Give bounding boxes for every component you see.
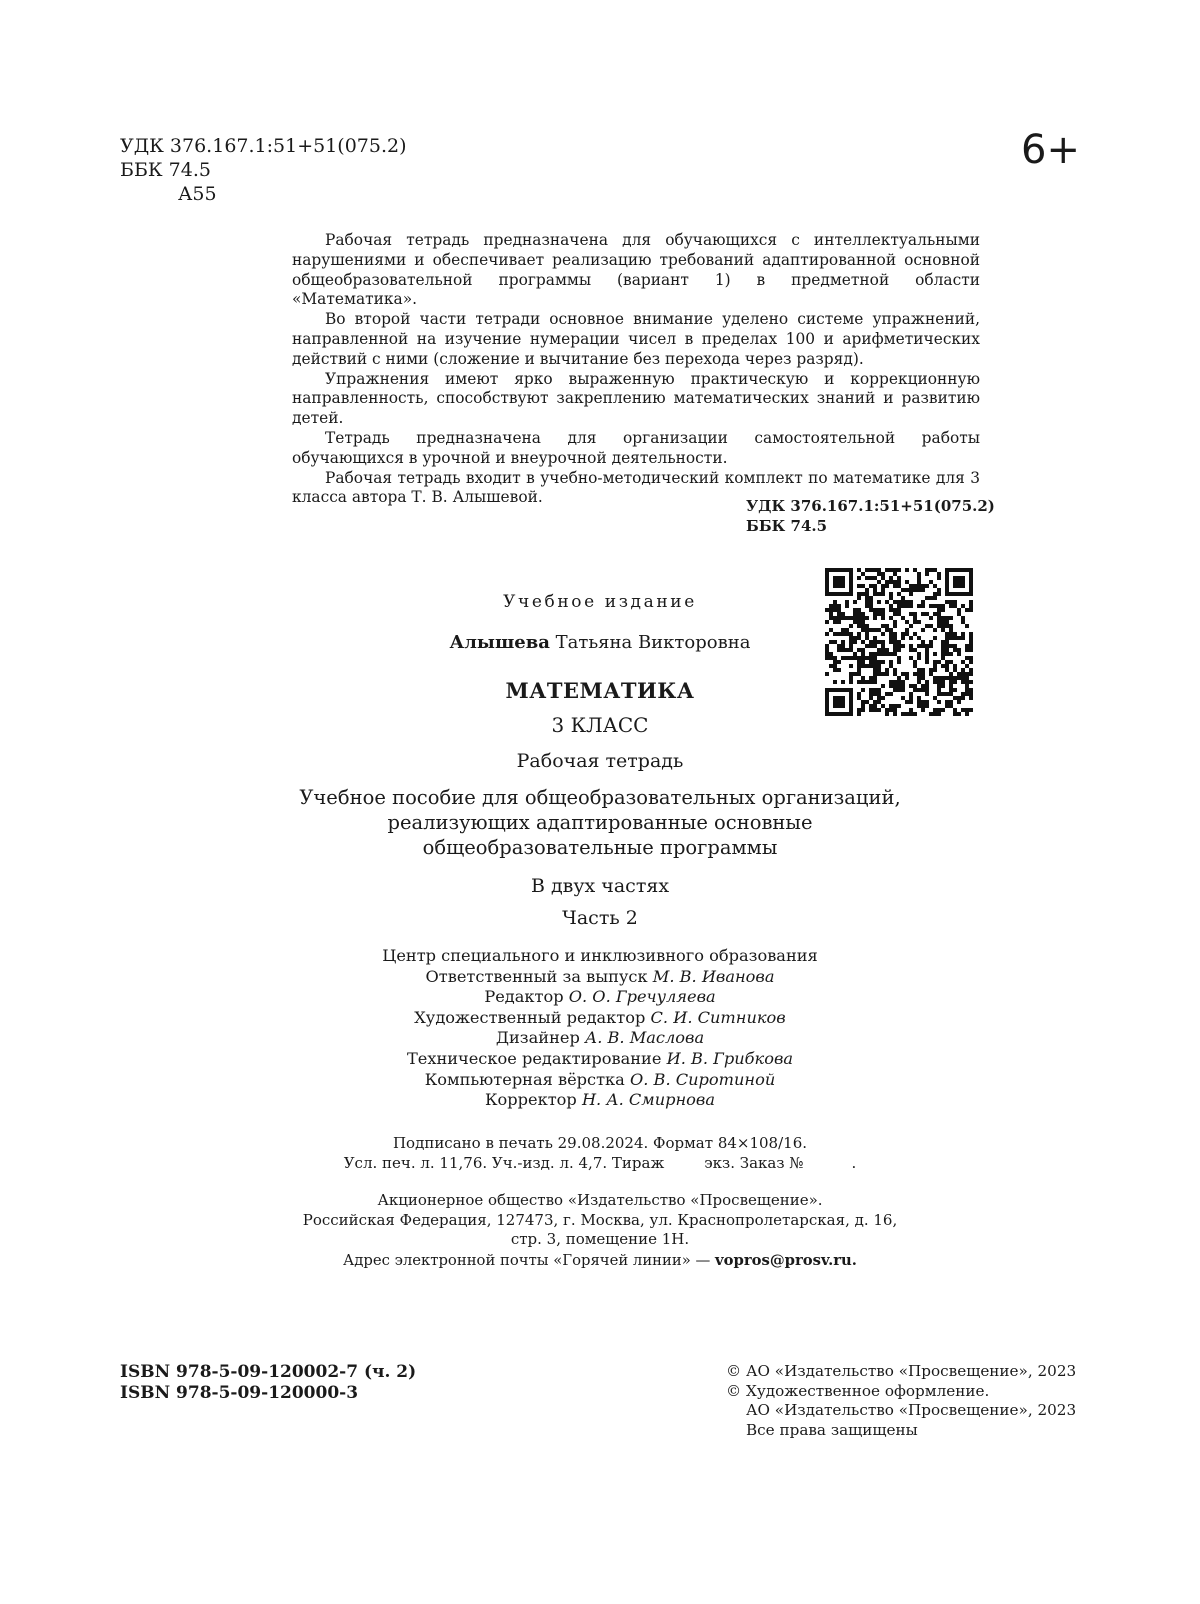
hotline-email — [280, 1252, 920, 1269]
isbn-block — [120, 1362, 416, 1404]
purpose-line: общеобразовательные программы — [422, 836, 778, 859]
email-label: Адрес электронной почты «Горячей линии» — — [343, 1252, 711, 1269]
annotation — [292, 231, 980, 508]
parts-total: В двух частях — [530, 875, 670, 897]
author-name: Татьяна Викторовна — [555, 632, 751, 653]
book-type: Рабочая тетрадь — [516, 750, 684, 772]
credit-role: Художественный редактор — [414, 1007, 646, 1027]
publisher-address — [260, 1191, 940, 1250]
qr-finder-pattern — [825, 568, 853, 596]
qr-finder-pattern — [945, 568, 973, 596]
credit-line — [300, 1028, 900, 1049]
copyright-line: Все права защищены — [746, 1420, 918, 1439]
book-purpose — [280, 785, 920, 860]
credit-line — [300, 1008, 900, 1029]
credit-line — [300, 1090, 900, 1111]
credit-role: Редактор — [484, 987, 564, 1007]
qr-finder-pattern — [825, 688, 853, 716]
isbn-part: ISBN 978-5-09-120002-7 (ч. 2) — [120, 1362, 417, 1382]
credit-person: М. В. Иванова — [652, 966, 775, 986]
imprint-end: . — [851, 1153, 857, 1172]
credit-line — [300, 1049, 900, 1070]
annotation-paragraph: Рабочая тетрадь предназначена для обучающихся с интеллектуальными нарушениями и обеспечивает реализацию требований адаптированной основной общеобразовательной программы (вариант 1) в предметной области «Математика». — [292, 231, 980, 309]
credit-role: Компьютерная вёрстка — [424, 1069, 625, 1089]
book-title: МАТЕМАТИКА — [505, 678, 695, 703]
copyright-line: © Художественное оформление. — [726, 1381, 990, 1400]
imprint — [260, 1134, 940, 1173]
udk-code: УДК 376.167.1:51+51(075.2) — [120, 135, 407, 157]
publisher-line: Российская Федерация, 127473, г. Москва, ул. Краснопролетарская, д. 16, — [302, 1210, 898, 1229]
credit-role: Дизайнер — [495, 1028, 580, 1048]
credit-person: С. И. Ситников — [650, 1007, 786, 1027]
qr-code[interactable] — [825, 568, 973, 716]
isbn-set: ISBN 978-5-09-120000-3 — [120, 1383, 359, 1403]
credits — [300, 946, 900, 1111]
copyright-block — [726, 1362, 1076, 1440]
imprint-sheets-line — [260, 1154, 940, 1174]
author — [430, 632, 770, 653]
credit-person: А. В. Маслова — [584, 1028, 705, 1048]
copyright-line: АО «Издательство «Просвещение», 2023 — [746, 1401, 1077, 1420]
publisher-line: Акционерное общество «Издательство «Просвещение». — [377, 1191, 823, 1209]
annotation-paragraph: Рабочая тетрадь входит в учебно-методический комплект по математике для 3 класса автора Т. В. Алышевой. — [292, 468, 980, 507]
imprint-copies: экз. Заказ № — [704, 1153, 804, 1172]
credit-person: Н. А. Смирнова — [581, 1090, 715, 1110]
email-address[interactable]: vopros@prosv.ru. — [715, 1252, 857, 1269]
annotation-paragraph: Тетрадь предназначена для организации самостоятельной работы обучающихся в урочной и внеурочной деятельности. — [292, 428, 980, 467]
age-rating: 6+ — [1021, 127, 1080, 173]
part-number: Часть 2 — [562, 907, 638, 929]
credit-line — [300, 967, 900, 988]
credit-line — [300, 987, 900, 1008]
credit-role: Корректор — [485, 1090, 577, 1110]
credit-person: О. О. Гречуляева — [568, 987, 716, 1007]
author-mark: А55 — [178, 183, 217, 205]
udk-block — [120, 134, 407, 206]
imprint-sheets: Усл. печ. л. 11,76. Уч.-изд. л. 4,7. Тираж — [343, 1153, 665, 1172]
credit-person: И. В. Грибкова — [666, 1048, 794, 1068]
credit-role: Ответственный за выпуск — [425, 966, 648, 986]
classification-block — [746, 496, 995, 536]
purpose-line: Учебное пособие для общеобразовательных организаций, — [299, 786, 901, 809]
annotation-paragraph: Во второй части тетради основное внимание уделено системе упражнений, направленной на изучение нумерации чисел в пределах 100 и арифметических действий с ними (сложение и вычитание без перехода через разряд). — [292, 310, 980, 368]
imprint-signed: Подписано в печать 29.08.2024. Формат 84×108/16. — [392, 1134, 808, 1152]
publisher-line: стр. 3, помещение 1Н. — [510, 1230, 690, 1249]
credit-person: О. В. Сиротиной — [629, 1069, 776, 1089]
purpose-line: реализующих адаптированные основные — [387, 811, 813, 834]
bbk-code: ББК 74.5 — [746, 517, 828, 535]
credit-line — [300, 1070, 900, 1091]
annotation-paragraph: Упражнения имеют ярко выраженную практическую и коррекционную направленность, способствуют закреплению математических знаний и развитию детей. — [292, 369, 980, 428]
author-surname: Алышева — [449, 632, 550, 653]
copyright-line: © АО «Издательство «Просвещение», 2023 — [726, 1362, 1077, 1380]
udk-code: УДК 376.167.1:51+51(075.2) — [746, 497, 995, 515]
bbk-code: ББК 74.5 — [120, 159, 211, 181]
credits-center: Центр специального и инклюзивного образования — [382, 946, 818, 965]
credit-role: Техническое редактирование — [406, 1048, 662, 1068]
edition-type: Учебное издание — [503, 592, 697, 612]
grade: 3 КЛАСС — [551, 713, 649, 737]
